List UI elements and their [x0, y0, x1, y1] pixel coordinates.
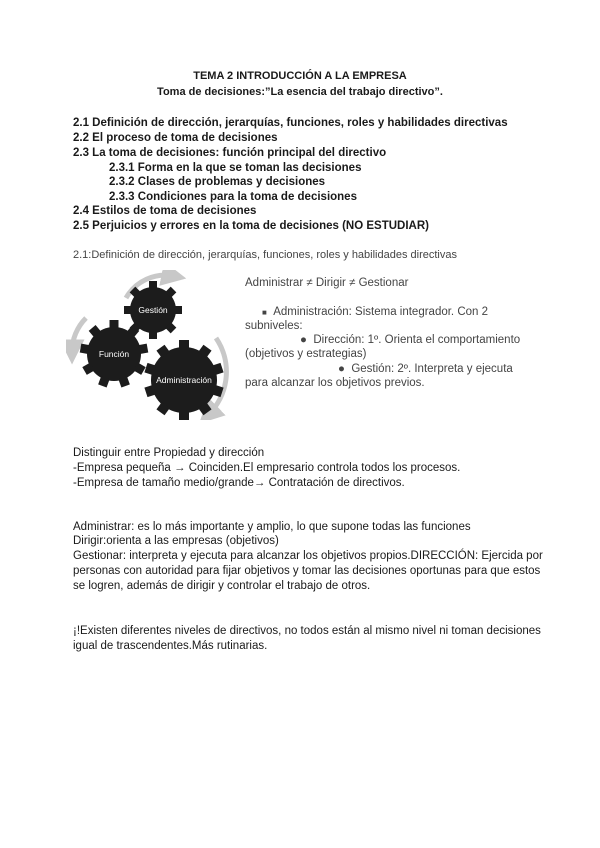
- nota-line1: ¡!Existen diferentes niveles de directivos, no todos están al mismo nivel ni toman decisiones: [73, 625, 541, 637]
- toc-item-2-4: 2.4 Estilos de toma de decisiones: [73, 205, 257, 217]
- definicion-gestionar-line2: personas con autoridad para fijar objetivos y tomar las decisiones oportunas para que estos: [73, 565, 541, 577]
- square-bullet-icon: ■: [262, 308, 267, 317]
- gear-label-funcion: Función: [98, 349, 130, 359]
- toc-item-2-5: 2.5 Perjuicios y errores en la toma de decisiones (NO ESTUDIAR): [73, 220, 429, 232]
- nota-line2: igual de trascendentes.Más rutinarias.: [73, 640, 268, 652]
- toc-item-2-1: 2.1 Definición de dirección, jerarquías, funciones, roles y habilidades directivas: [73, 117, 508, 129]
- direccion-bullet-line1: ● Dirección: 1º. Orienta el comportamiento: [300, 334, 521, 346]
- gestion-bullet-line2: para alcanzar los objetivos previos.: [245, 377, 425, 389]
- dot-bullet-icon: ●: [300, 334, 307, 346]
- definicion-gestionar-line1: Gestionar: interpreta y ejecuta para alcanzar los objetivos propios.DIRECCIÓN: Ejercida por: [73, 550, 543, 562]
- propiedad-line3: -Empresa de tamaño medio/grande→ Contratación de directivos.: [73, 477, 405, 489]
- document-subtitle: Toma de decisiones:”La esencia del trabajo directivo”.: [157, 86, 443, 98]
- gear-funcion: [80, 320, 149, 387]
- gestion-bullet-line1: ● Gestión: 2º. Interpreta y ejecuta: [338, 363, 513, 375]
- toc-item-2-2: 2.2 El proceso de toma de decisiones: [73, 132, 278, 144]
- document-title: TEMA 2 INTRODUCCIÓN A LA EMPRESA: [193, 70, 407, 82]
- toc-item-2-3: 2.3 La toma de decisiones: función principal del directivo: [73, 147, 387, 159]
- formula-text: Administrar ≠ Dirigir ≠ Gestionar: [245, 277, 409, 289]
- dot-bullet-icon: ●: [338, 363, 345, 375]
- admin-bullet-line2: subniveles:: [245, 320, 303, 332]
- gear-label-administracion: Administración: [156, 375, 212, 385]
- toc-item-2-3-3: 2.3.3 Condiciones para la toma de decisiones: [109, 191, 357, 203]
- gears-diagram: [66, 270, 242, 420]
- definicion-administrar: Administrar: es lo más importante y amplio, lo que supone todas las funciones: [73, 521, 471, 533]
- gear-label-gestion: Gestión: [138, 305, 168, 315]
- toc-item-2-3-1: 2.3.1 Forma en la que se toman las decisiones: [109, 162, 362, 174]
- section-heading: 2.1:Definición de dirección, jerarquías, funciones, roles y habilidades directivas: [73, 249, 457, 261]
- toc-item-2-3-2: 2.3.2 Clases de problemas y decisiones: [109, 176, 326, 188]
- admin-bullet-line1: ■ Administración: Sistema integrador. Con 2: [262, 306, 489, 318]
- definicion-gestionar-line3: se logren, además de dirigir y controlar el trabajo de otros.: [73, 580, 371, 592]
- propiedad-line2: -Empresa pequeña → Coinciden.El empresario controla todos los procesos.: [73, 462, 461, 474]
- definicion-dirigir: Dirigir:orienta a las empresas (objetivos): [73, 535, 279, 547]
- direccion-bullet-line2: (objetivos y estrategias): [245, 348, 367, 360]
- propiedad-line1: Distinguir entre Propiedad y dirección: [73, 447, 265, 459]
